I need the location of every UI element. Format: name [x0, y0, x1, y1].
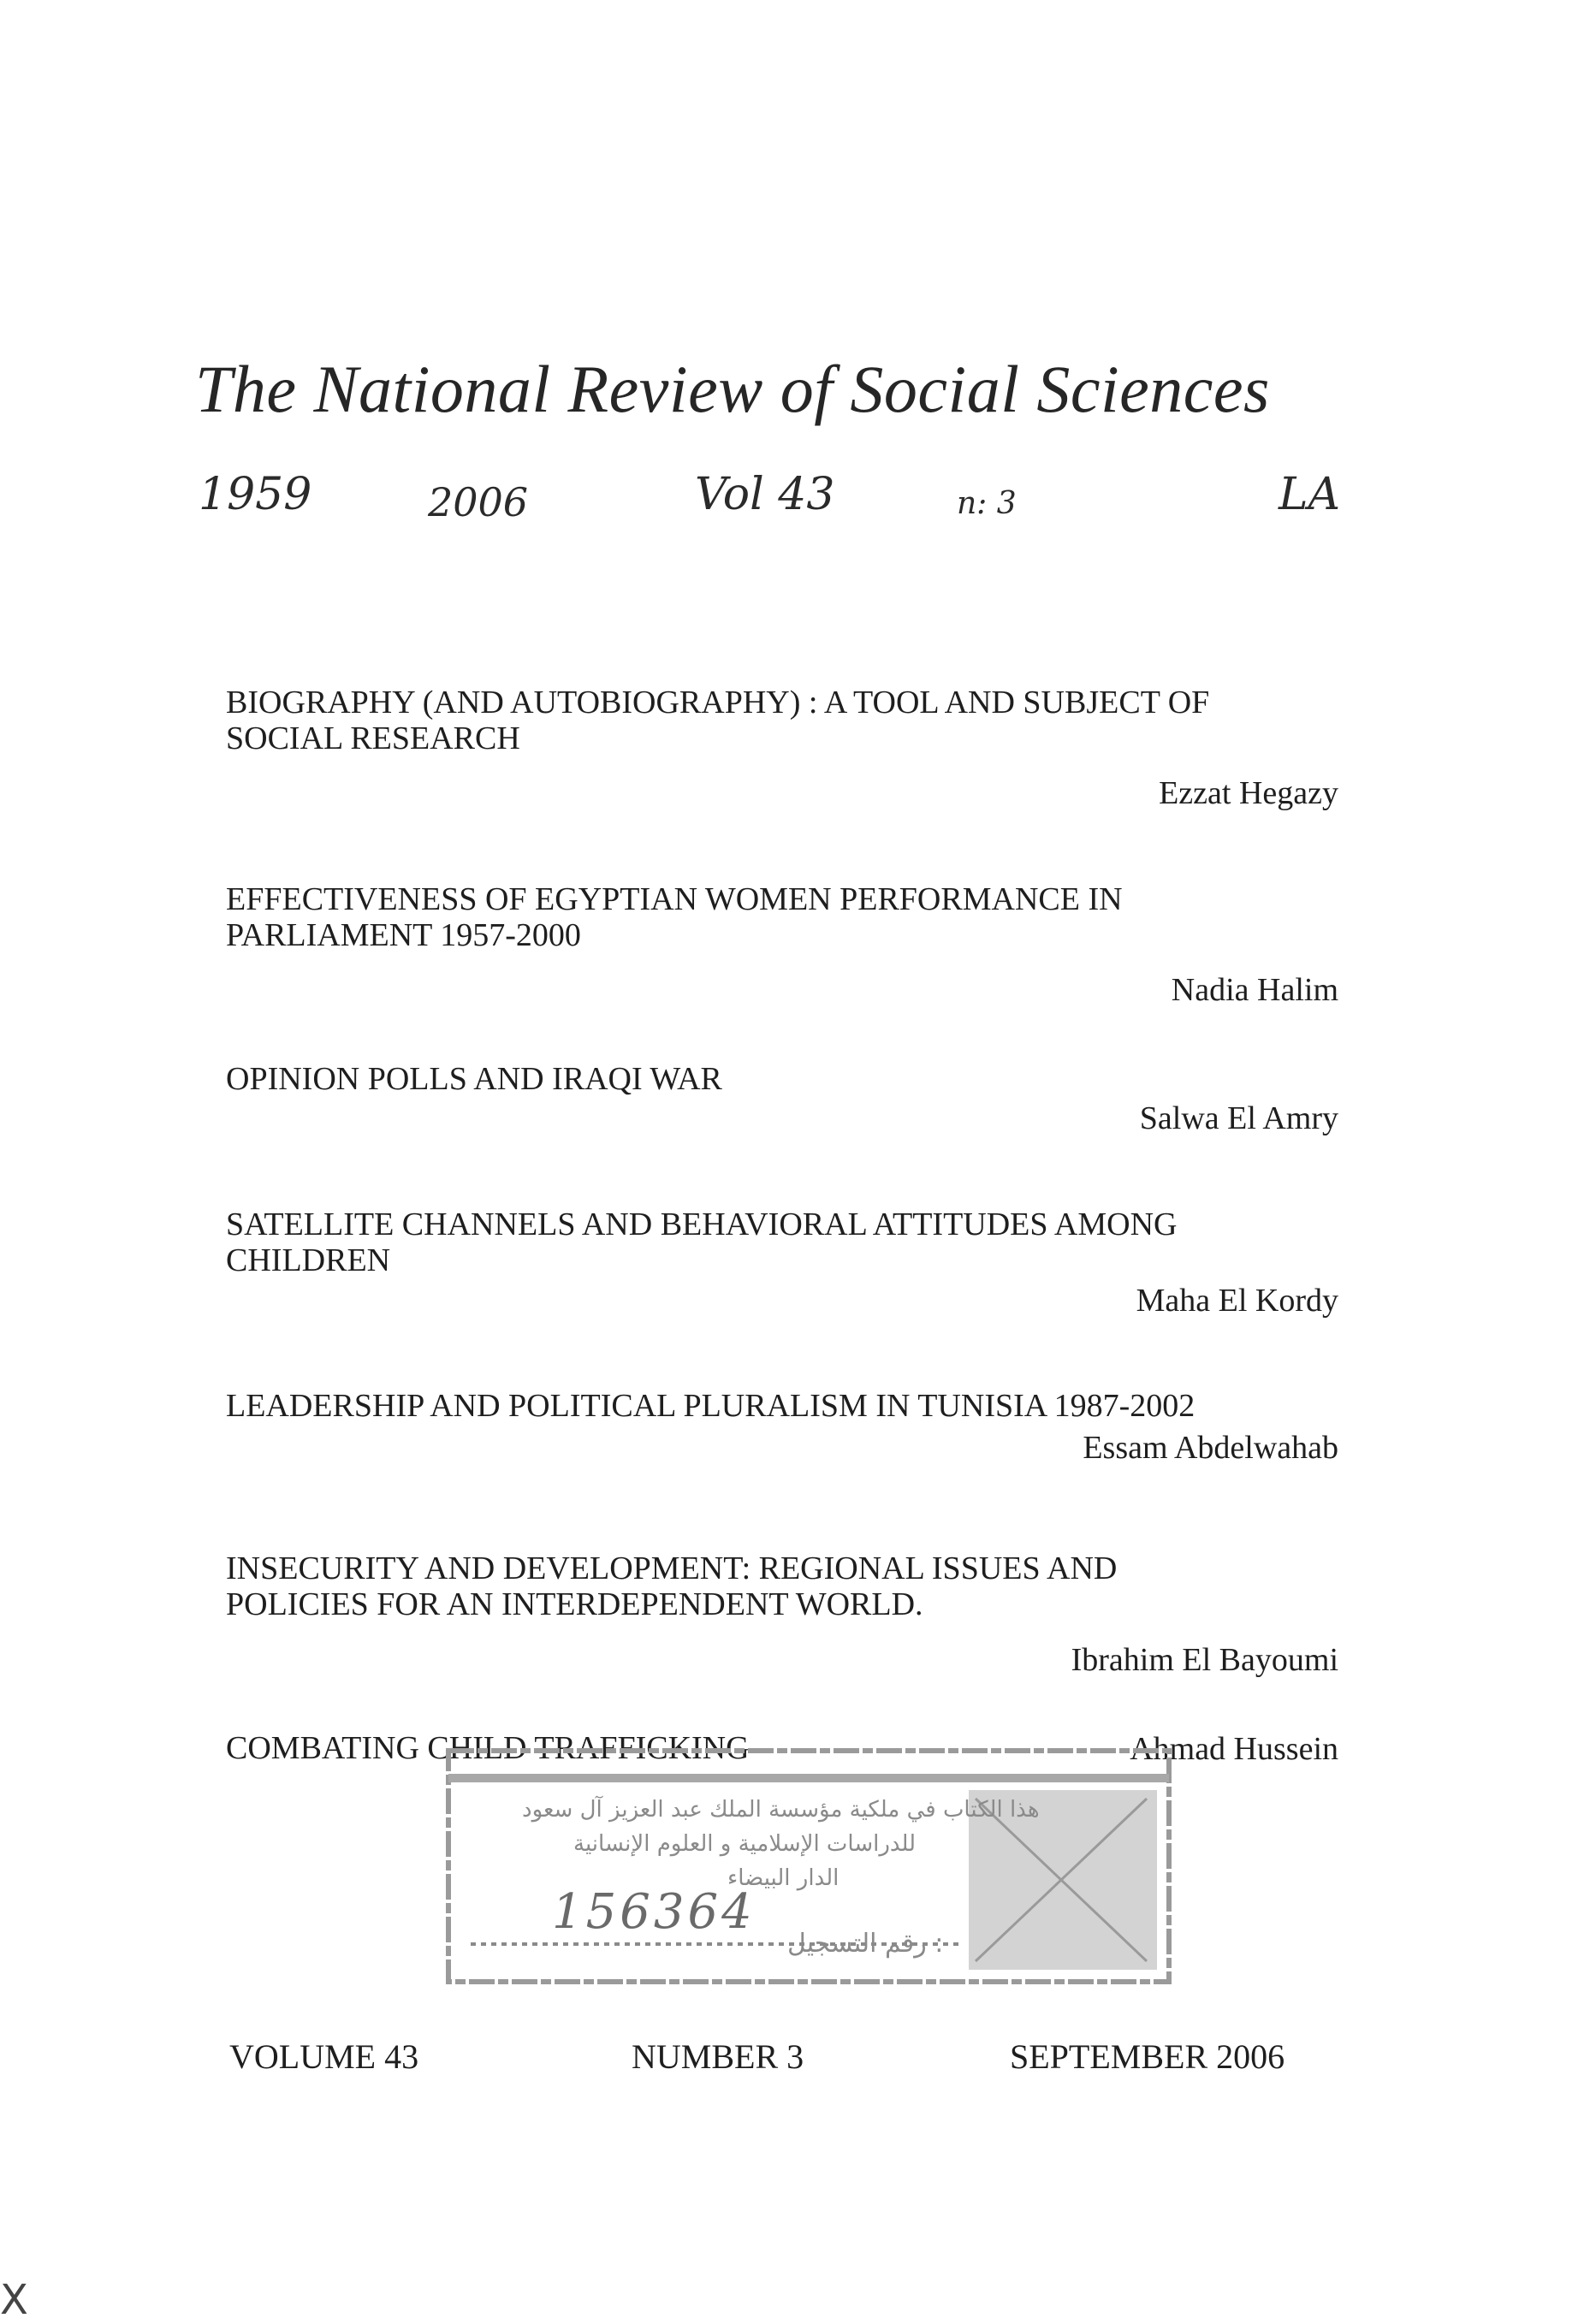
journal-title: The National Review of Social Sciences [195, 352, 1270, 426]
article-author: Nadia Halim [1171, 972, 1338, 1008]
article-title: LEADERSHIP AND POLITICAL PLURALISM IN TUNISIA 1987-2002 [226, 1388, 1196, 1424]
article-author: Maha El Kordy [1136, 1283, 1338, 1319]
toc-entry [226, 1061, 1338, 1136]
article-title: INSECURITY AND DEVELOPMENT: REGIONAL ISSUES AND POLICIES FOR AN INTERDEPENDENT WORLD. [226, 1550, 1118, 1622]
stamp-registration-number: 156364 [552, 1884, 756, 1940]
stamp-line-3: الدار البيضاء [727, 1865, 840, 1891]
handwritten-volume: Vol 43 [695, 469, 835, 520]
footer-date: SEPTEMBER 2006 [1010, 2037, 1285, 2076]
toc-entry [226, 1550, 1338, 1678]
handwritten-initials: LA [1279, 469, 1341, 520]
article-author: Ezzat Hegazy [1159, 775, 1338, 811]
article-author: Ibrahim El Bayoumi [1071, 1642, 1338, 1678]
corner-x-mark: X [0, 2276, 28, 2324]
library-stamp [445, 1747, 1172, 1992]
article-title: EFFECTIVENESS OF EGYPTIAN WOMEN PERFORMANCE IN PARLIAMENT 1957-2000 [226, 881, 1123, 953]
toc-entry [226, 1206, 1338, 1319]
article-author: Essam Abdelwahab [1083, 1430, 1338, 1466]
handwritten-number: n: 3 [957, 486, 1017, 521]
article-title: COMBATING CHILD TRAFFICKING [226, 1730, 750, 1766]
footer-volume: VOLUME 43 [229, 2037, 419, 2076]
stamp-line-1: هذا الكتاب في ملكية مؤسسة الملك عبد العزيز آل سعود [522, 1797, 1040, 1823]
article-author: Salwa El Amry [1139, 1100, 1338, 1136]
article-author: Ahmad Hussein [1130, 1731, 1338, 1767]
stamp-line-2: للدراسات الإسلامية و العلوم الإنسانية [573, 1831, 917, 1857]
toc-entry [226, 881, 1338, 1008]
article-title: BIOGRAPHY (AND AUTOBIOGRAPHY) : A TOOL AND SUBJECT OF SOCIAL RESEARCH [226, 685, 1210, 756]
article-title: SATELLITE CHANNELS AND BEHAVIORAL ATTITUDES AMONG CHILDREN [226, 1206, 1178, 1278]
toc-entry [226, 1388, 1338, 1466]
footer-number: NUMBER 3 [632, 2037, 804, 2076]
stamp-registration-label: رقم التسجيل : [787, 1929, 944, 1959]
article-title: OPINION POLLS AND IRAQI WAR [226, 1061, 722, 1097]
toc-entry [226, 685, 1338, 811]
handwritten-year: 2006 [428, 479, 529, 525]
handwritten-code: 1959 [199, 469, 312, 520]
